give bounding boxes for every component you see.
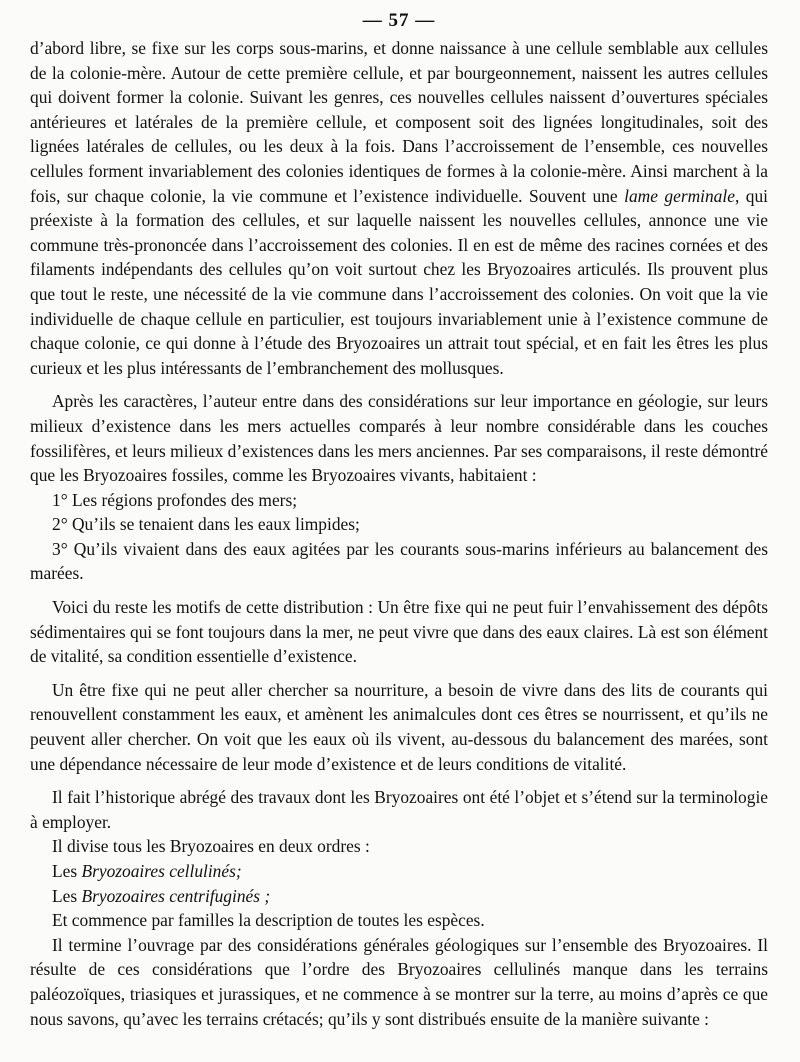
paragraph-1 (30, 36, 768, 380)
order-2 (30, 884, 768, 909)
order-1 (30, 859, 768, 884)
paragraph-6: Il divise tous les Bryozoaires en deux ordres : (52, 836, 370, 857)
paragraph-3: Voici du reste les motifs de cette distribution : Un être fixe qui ne peut fuir l’envahissement des dépôts sédimentaires qui se font toujours dans la mer, ne peut vivre que dans des eaux claires. Là est son élément de vitalité, sa condition essentielle d’existence. (30, 597, 768, 667)
order-1-prefix: Les (52, 861, 82, 881)
list-item-3: 3° Qu’ils vivaient dans des eaux agitées par les courants sous-marins inférieurs au balancement des marées. (30, 538, 768, 584)
paragraph-1-part-a: d’abord libre, se fixe sur les corps sous-marins, et donne naissance à une cellule semblable aux cellules de la colonie-mère. Autour de cette première cellule, et par bourgeonnement, naissent les autres cellules qui doivent former la colonie. Suivant les genres, ces nouvelles cellules naissent d’ouvertures spéciales antérieures et latérales de la première cellule, et composent soit des lignées longitudinales, soit des lignées latérales de cellules, ou les deux à la fois. Dans l’accroissement de l’ensemble, ces nouvelles cellules forment invariablement des colonies identiques de formes à la colonie-mère. Ainsi marchent à la fois, sur chaque colonie, la vie commune et l’existence individuelle. Souvent une (30, 38, 768, 206)
list-item-2: 2° Qu’ils se tenaient dans les eaux limpides; (52, 514, 360, 535)
order-2-prefix: Les (52, 885, 82, 906)
paragraph-1-italic: lame germinale (624, 185, 735, 206)
list-item-1: 1° Les régions profondes des mers; (52, 489, 298, 510)
paragraph-1-part-b: , qui préexiste à la formation des cellules, et sur laquelle naissent les nouvelles cellules, annonce une vie commune très-prononcée dans l’accroissement des colonies. Il en est de même des racines cornées et des filaments indépendants des cellules qu’on voit surtout chez les Bryozoaires articulés. Ils prouvent plus que tout le reste, une nécessité de la vie commune dans l’accroissement des colonies. On voit que la vie individuelle de chaque cellule en particulier, est toujours invariablement unie à l’existence commune de chaque colonie, ce qui donne à l’étude des Bryozoaires un attrait tout spécial, et en fait les êtres les plus curieux et les plus intéressants de l’embranchement des mollusques. (30, 185, 768, 378)
paragraph-4: Un être fixe qui ne peut aller chercher sa nourriture, a besoin de vivre dans des lits de courants qui renouvellent constamment les eaux, et amènent les animalcules dont ces êtres se nourrissent, et qu’ils ne peuvent aller chercher. On voit que les eaux où ils vivent, au-dessous du balancement des marées, sont une dépendance nécessaire de leur mode d’existence et de leurs conditions de vitalité. (30, 679, 768, 774)
paragraph-2: Après les caractères, l’auteur entre dans des considérations sur leur importance en géologie, sur leurs milieux d’existence dans les mers actuelles comparés à leur nombre considérable dans les couches fossilifères, et leurs milieux d’existences dans les mers anciennes. Par ses comparaisons, il reste démontré que les Bryozoaires fossiles, comme les Bryozoaires vivants, habitaient : (30, 391, 768, 486)
order-2-name: Bryozoaires centrifuginés ; (81, 885, 271, 906)
paragraph-7: Et commence par familles la description de toutes les espèces. (52, 910, 485, 931)
paragraph-5: Il fait l’historique abrégé des travaux dont les Bryozoaires ont été l’objet et s’étend sur la terminologie à employer. (30, 787, 768, 832)
paragraph-8: Il termine l’ouvrage par des considérations générales géologiques sur l’ensemble des Bryozoaires. Il résulte de ces considérations que l’ordre des Bryozoaires cellulinés manque dans les terrains paléozoïques, triasiques et jurassiques, et ne commence à se montrer sur la terre, au moins d’après ce que nous savons, qu’avec les terrains crétacés; qu’ils y sont distribués ensuite de la manière suivante : (30, 934, 768, 1029)
page-number: — 57 — (362, 10, 436, 31)
order-1-name: Bryozoaires cellulinés; (81, 861, 242, 881)
body-text (30, 36, 768, 1031)
